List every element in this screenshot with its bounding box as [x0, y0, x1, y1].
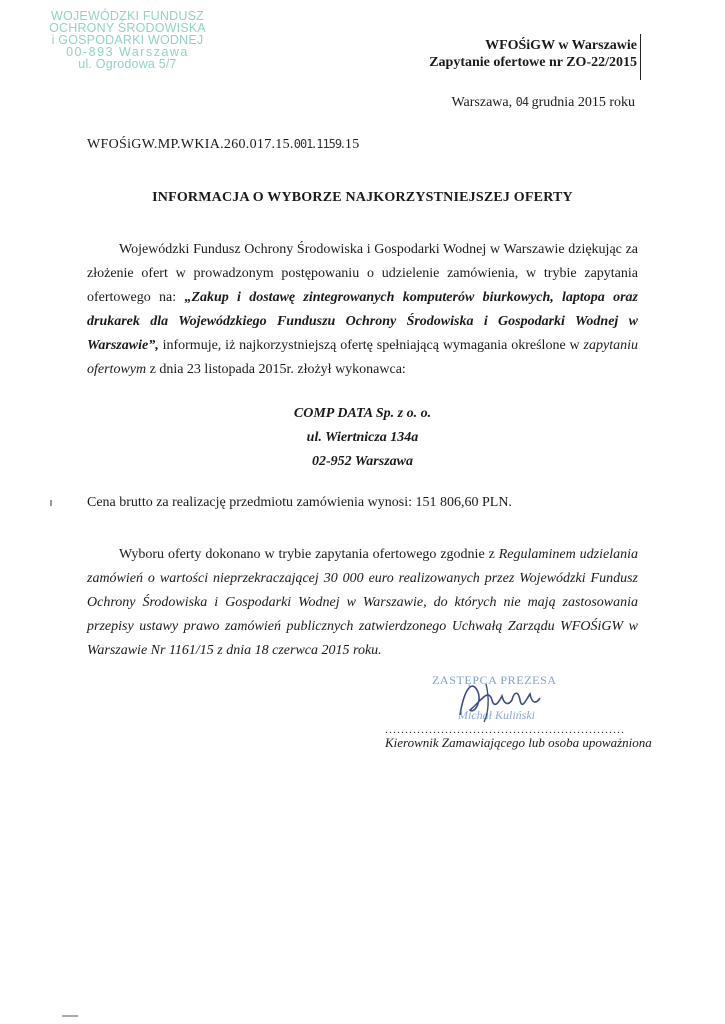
price-line: Cena brutto za realizację przedmiotu zamówienia wynosi: 151 806,60 PLN.: [87, 495, 512, 510]
date-rest: grudnia 2015 roku: [531, 95, 635, 110]
intro-text-3: informuje, iż najkorzystniejszą ofertę spełniającą wymagania określone w: [158, 338, 584, 353]
stamp-line-1: WOJEWÓDZKI FUNDUSZ: [51, 9, 204, 23]
date-day-handwritten: 04: [515, 95, 529, 109]
date-place: Warszawa,: [451, 95, 513, 110]
basis-text-1: Wyboru oferty dokonano w trybie zapytania ofertowego zgodnie z: [119, 547, 499, 562]
contractor-city: 02-952 Warszawa: [311, 454, 413, 469]
signature-line: ............................................................: [385, 722, 625, 736]
signature-stamp-name: Michał Kuliński: [458, 708, 535, 722]
intro-text-4: zapytaniu ofertowym: [87, 338, 638, 377]
header-block: [429, 37, 637, 71]
stamp-line-5: ul. Ogrodowa 5/7: [78, 57, 177, 71]
reference-prefix: WFOŚiGW.MP.WKIA.260.017.15.: [87, 137, 294, 152]
reference-number: WFOŚiGW.MP.WKIA.260.017.15.001.1159.15: [87, 137, 360, 152]
reference-handwritten-2: 1159: [316, 137, 342, 151]
signature-caption: Kierownik Zamawiającego lub osoba upoważniona: [385, 735, 652, 750]
header-inquiry: Zapytanie ofertowe nr ZO-22/2015: [429, 55, 637, 70]
contractor-name: COMP DATA Sp. z o. o.: [293, 406, 432, 421]
intro-text-1: Wojewódzki Fundusz Ochrony Środowiska i Gospodarki Wodnej w Warszawie dziękując za złożenie ofert w prowadzonym postępowaniu o udzielenie zamówienia, w trybie zapytania ofertowego na:: [87, 242, 638, 305]
header-divider: [640, 34, 641, 80]
document-title: INFORMACJA O WYBORZE NAJKORZYSTNIEJSZEJ OFERTY: [152, 190, 573, 205]
basis-text-2: Regulaminem udzielania zamówień o wartości nieprzekraczającej 30 000 euro realizowanych przez Wojewódzki Fundusz Ochrony Środowiska i Gospodarki Wodnej w Warszawie, do których nie mają zastosowania przepisy ustawy prawo zamówień publicznych zatwierdzonego Uchwałą Zarządu WFOŚiGW w Warszawie Nr 1161/15 z dnia 18 czerwca 2015 roku.: [87, 547, 638, 658]
handwritten-signature: [430, 670, 570, 730]
header-org: WFOŚiGW w Warszawie: [485, 38, 637, 53]
contractor-street: ul. Wiertnicza 134a: [306, 430, 419, 445]
organization-stamp: [40, 10, 215, 70]
margin-mark: [50, 500, 52, 506]
reference-suffix: .15: [341, 137, 360, 152]
page-edge-mark: [62, 1015, 78, 1017]
stamp-line-4: 00-893 Warszawa: [66, 45, 189, 59]
intro-subject: „Zakup i dostawę zintegrowanych komputerów biurkowych, laptopa oraz drukarek dla Wojewódzkiego Funduszu Ochrony Środowiska i Gospodarki Wodnej w Warszawie”,: [87, 290, 638, 353]
stamp-line-3: i GOSPODARKI WODNEJ: [51, 33, 204, 47]
reference-handwritten-1: 001: [293, 137, 313, 151]
paragraph-intro: [87, 238, 638, 382]
signature-stamp-title: ZASTĘPCA PREZESA: [432, 673, 557, 687]
stamp-line-2: OCHRONY ŚRODOWISKA: [49, 21, 206, 35]
intro-text-5: z dnia 23 listopada 2015r. złożył wykonawca:: [146, 362, 406, 377]
contractor-block: [0, 402, 725, 474]
document-date: [451, 95, 635, 111]
paragraph-basis: [87, 543, 638, 663]
